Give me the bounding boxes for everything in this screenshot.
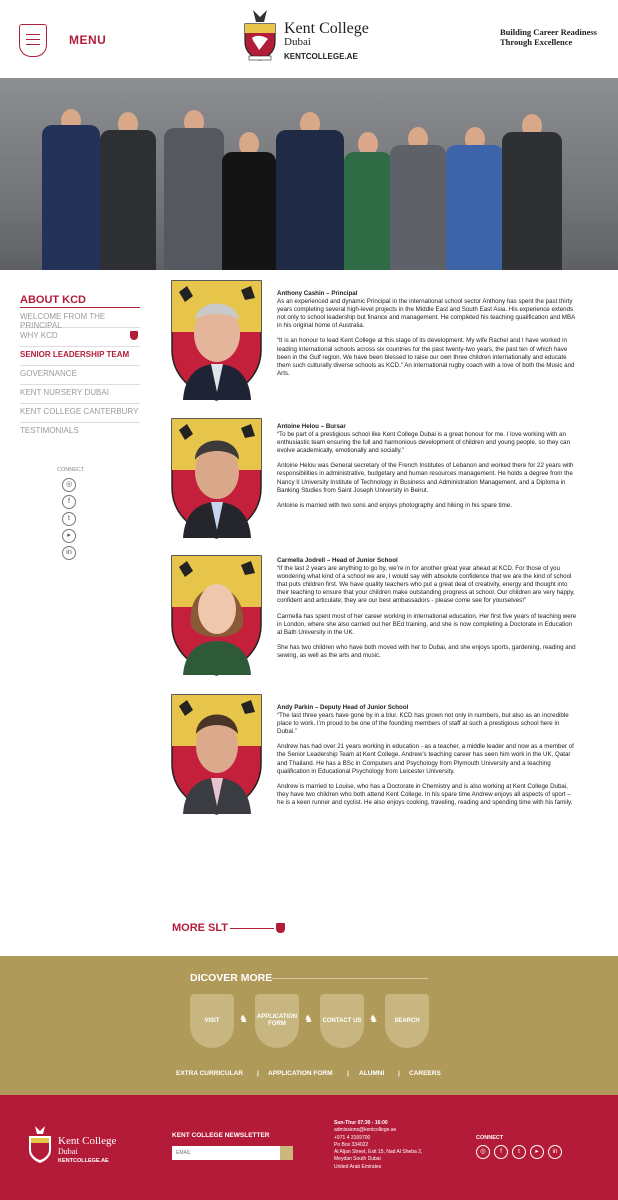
person-figure [164,98,224,270]
opening-hours: Sun-Thur 07:30 - 16:00 [334,1120,388,1126]
staff-bio-antoine-helou [277,423,577,517]
instagram-icon[interactable]: ◎ [62,478,76,492]
newsletter-submit-button[interactable] [280,1146,293,1160]
facebook-icon[interactable]: f [494,1145,508,1159]
sidebar-item-governance[interactable]: GOVERNANCE [20,366,140,385]
sidebar-item-testimonials[interactable]: TESTIMONIALS [20,426,79,435]
sidebar-item-senior-leadership-team[interactable]: SENIOR LEADERSHIP TEAM [20,347,140,366]
footer-contact-block [334,1120,422,1171]
connect-label: CONNECT [57,467,85,473]
menu-crest-icon[interactable] [19,24,47,57]
contact-phone[interactable]: +971 4 3169700 [334,1134,371,1141]
twitter-icon[interactable]: t [62,512,76,526]
tagline [500,27,597,47]
facebook-icon[interactable]: f [62,495,76,509]
discover-title: DICOVER MORE [190,972,273,984]
person-figure [42,95,100,270]
sidebar-divider [20,307,140,308]
staff-bio-andy-parkin [277,704,577,814]
staff-bio-carmella-jodrell [277,557,577,667]
application-form-button[interactable]: APPLICATION FORM [255,994,299,1048]
staff-name: Carmella Jodrell – Head of Junior School [277,557,398,564]
discover-divider [272,978,428,979]
instagram-icon[interactable]: ◎ [476,1145,490,1159]
link-extra-curricular[interactable]: EXTRA CURRICULAR [176,1070,243,1077]
sidebar-item-why-kcd[interactable] [20,328,140,347]
staff-paragraph: Andrew is married to Louise, who has a Doctorate in Chemistry and is also working at Kent College Dubai, they have two children who both attend Kent College. In his spare time Andrew enjoys all aspects of sport – he is a keen runner and cyclist. He also enjoys cooking, traveling, reading and spending time with his family. [277,782,573,806]
tagline-line-1: Building Career Readiness [500,27,597,37]
staff-name: Antoine Helou – Bursar [277,423,346,430]
site-footer [0,1095,618,1200]
contact-us-button[interactable]: CONTACT US [320,994,364,1048]
contact-email[interactable]: admissions@kentcollege.ae [334,1127,397,1134]
sidebar-item-label: WHY KCD [20,331,58,340]
person-figure [344,122,392,270]
linkedin-icon[interactable]: in [62,546,76,560]
logo-subtitle: Dubai [284,36,311,48]
link-separator: | [398,1070,400,1077]
link-careers[interactable]: CAREERS [409,1070,441,1077]
footer-logo-name[interactable]: Kent College [58,1135,117,1147]
staff-paragraph: “It is an honour to lead Kent College at this stage of its development. My wife Rachel and I have worked in leading international schools across six countries for the past twenty-two years, the past ten of which have been in the Gulf region. We have been blessed to raise our own three children internationally and educate them such culturally diverse schools as KCD.” An international rugby coach with a love of both the Music and Arts. [277,337,575,377]
sidebar-title: ABOUT KCD [20,294,86,306]
person-figure [446,115,504,270]
tagline-line-2: Through Excellence [500,37,573,47]
search-button[interactable]: SEARCH [385,994,429,1048]
staff-paragraph: Antoine is married with two sons and enjoys photography and hiking in his spare time. [277,501,512,509]
footer-logo-subtitle: Dubai [58,1147,78,1156]
youtube-icon[interactable]: ▸ [530,1145,544,1159]
more-slt-divider [230,928,274,929]
discover-more-section [0,956,618,1095]
staff-name: Andy Parkin – Deputy Head of Junior School [277,704,409,711]
staff-bio-anthony-cashin [277,290,577,385]
staff-paragraph: “To be part of a prestigious school like Kent College Dubai is a great honour for me. I love working with an enthusiastic team ensuring the full and harmonious development of children and young people, so they can evolve academically, emotionally and socially.” [277,431,571,455]
footer-logo-url[interactable]: KENTCOLLEGE.AE [58,1158,109,1164]
contact-address-line: United Arab Emirates [334,1163,382,1170]
shield-icon [130,331,138,340]
logo-url[interactable]: KENTCOLLEGE.AE [284,52,358,61]
person-figure [502,102,562,270]
staff-portrait-andy-parkin [171,694,262,815]
horse-icon: ♞ [239,1014,248,1025]
menu-button[interactable]: MENU [69,33,107,47]
person-figure [276,100,344,270]
sidebar-item-welcome[interactable]: WELCOME FROM THE PRINCIPAL [20,309,140,328]
youtube-icon[interactable]: ▸ [62,529,76,543]
logo-name[interactable]: Kent College [284,20,369,37]
staff-paragraph: Carmella has spent most of her career working in international education. Her first five years of teaching were in London, where she also carried out her BEd training, and she is now completing a Doctorate in Education at Bath University in the UK. [277,612,577,636]
newsletter-title: KENT COLLEGE NEWSLETTER [172,1132,270,1139]
newsletter-email-input[interactable] [172,1146,280,1160]
staff-portrait-antoine-helou [171,418,262,539]
person-figure [390,115,446,270]
linkedin-icon[interactable]: in [548,1145,562,1159]
person-figure [100,100,156,270]
staff-paragraph: As an experienced and dynamic Principal in the international school sector Anthony has spent the past thirty years completing several high-level projects in the Middle East and South East Asia. His experience extends not only to school leadership but finance and management. He completed his teaching qualification and MBA in his original home of Australia. [277,298,575,330]
staff-paragraph: Andrew has had over 21 years working in education - as a teacher, a middle leader and now as a member of the Senior Leadership Team at Kent College. Andrew’s teaching career has seen him work in the UK, Qatar and Thailand. He has a BSc in Computers and Psychology from Plymouth University and a teaching qualification in Educational Psychology from Leicester University. [277,743,574,775]
sidebar-item-kent-canterbury[interactable]: KENT COLLEGE CANTERBURY [20,404,140,423]
link-separator: | [257,1070,259,1077]
staff-paragraph: Antoine Helou was General secretary of the French Institutes of Lebanon and worked there for 22 years with responsibilities in administrative, budgetary and human resources management. He holds a degree from the Nancy II University Institute of Technology in Business and Administration Management, and a Diploma in Banking Studies from Saint Joseph University in Beirut. [277,462,574,494]
staff-paragraph: “The last three years have gone by in a blur. KCD has grown not only in numbers, but also as an incredible place to work. I’m proud to be one of the founding members of staff at such a prestigious school here in Dubai.” [277,712,569,736]
staff-portrait-carmella-jodrell [171,555,262,676]
visit-button[interactable]: VISIT [190,994,234,1048]
sidebar-item-kent-nursery[interactable]: KENT NURSERY DUBAI [20,385,140,404]
link-application-form[interactable]: APPLICATION FORM [268,1070,333,1077]
staff-paragraph: “If the last 2 years are anything to go by, we’re in for another great year ahead at KCD. For those of you wondering what kind of a school we are, I would say with absolute confidence that we are the kind of school that puts children first. We have quality teachers who put a great deal of creativity, energy and thought into their teaching to ensure that your children make outstanding progress at school. Our children are very happy, confident and articulate; they are our best ambassadors - please come see for yourselves!” [277,565,575,605]
staff-portrait-anthony-cashin [171,280,262,401]
kent-college-crest-logo[interactable] [28,1125,52,1165]
kent-college-crest-logo[interactable] [243,8,277,62]
more-slt-link[interactable]: MORE SLT [172,922,229,934]
footer-connect-label: CONNECT [476,1135,504,1141]
hero-team-photo [0,78,618,270]
person-figure [222,122,276,270]
staff-name: Anthony Cashin – Principal [277,290,358,297]
link-separator: | [347,1070,349,1077]
horse-icon: ♞ [369,1014,378,1025]
horse-icon: ♞ [304,1014,313,1025]
staff-paragraph: She has two children who have both moved with her to Dubai, and she enjoys sports, gardening, reading and sewing, as well as the arts and music. [277,643,576,659]
link-alumni[interactable]: ALUMNI [359,1070,385,1077]
contact-address-line: Al Aljan Street, Exit 15, Nad Al Sheba 2, [334,1149,423,1156]
contact-po-box: Po Box 334022 [334,1141,369,1148]
site-header [0,0,618,78]
shield-icon[interactable] [276,923,285,933]
twitter-icon[interactable]: t [512,1145,526,1159]
contact-address-line: Meydan South Dubai [334,1156,381,1163]
